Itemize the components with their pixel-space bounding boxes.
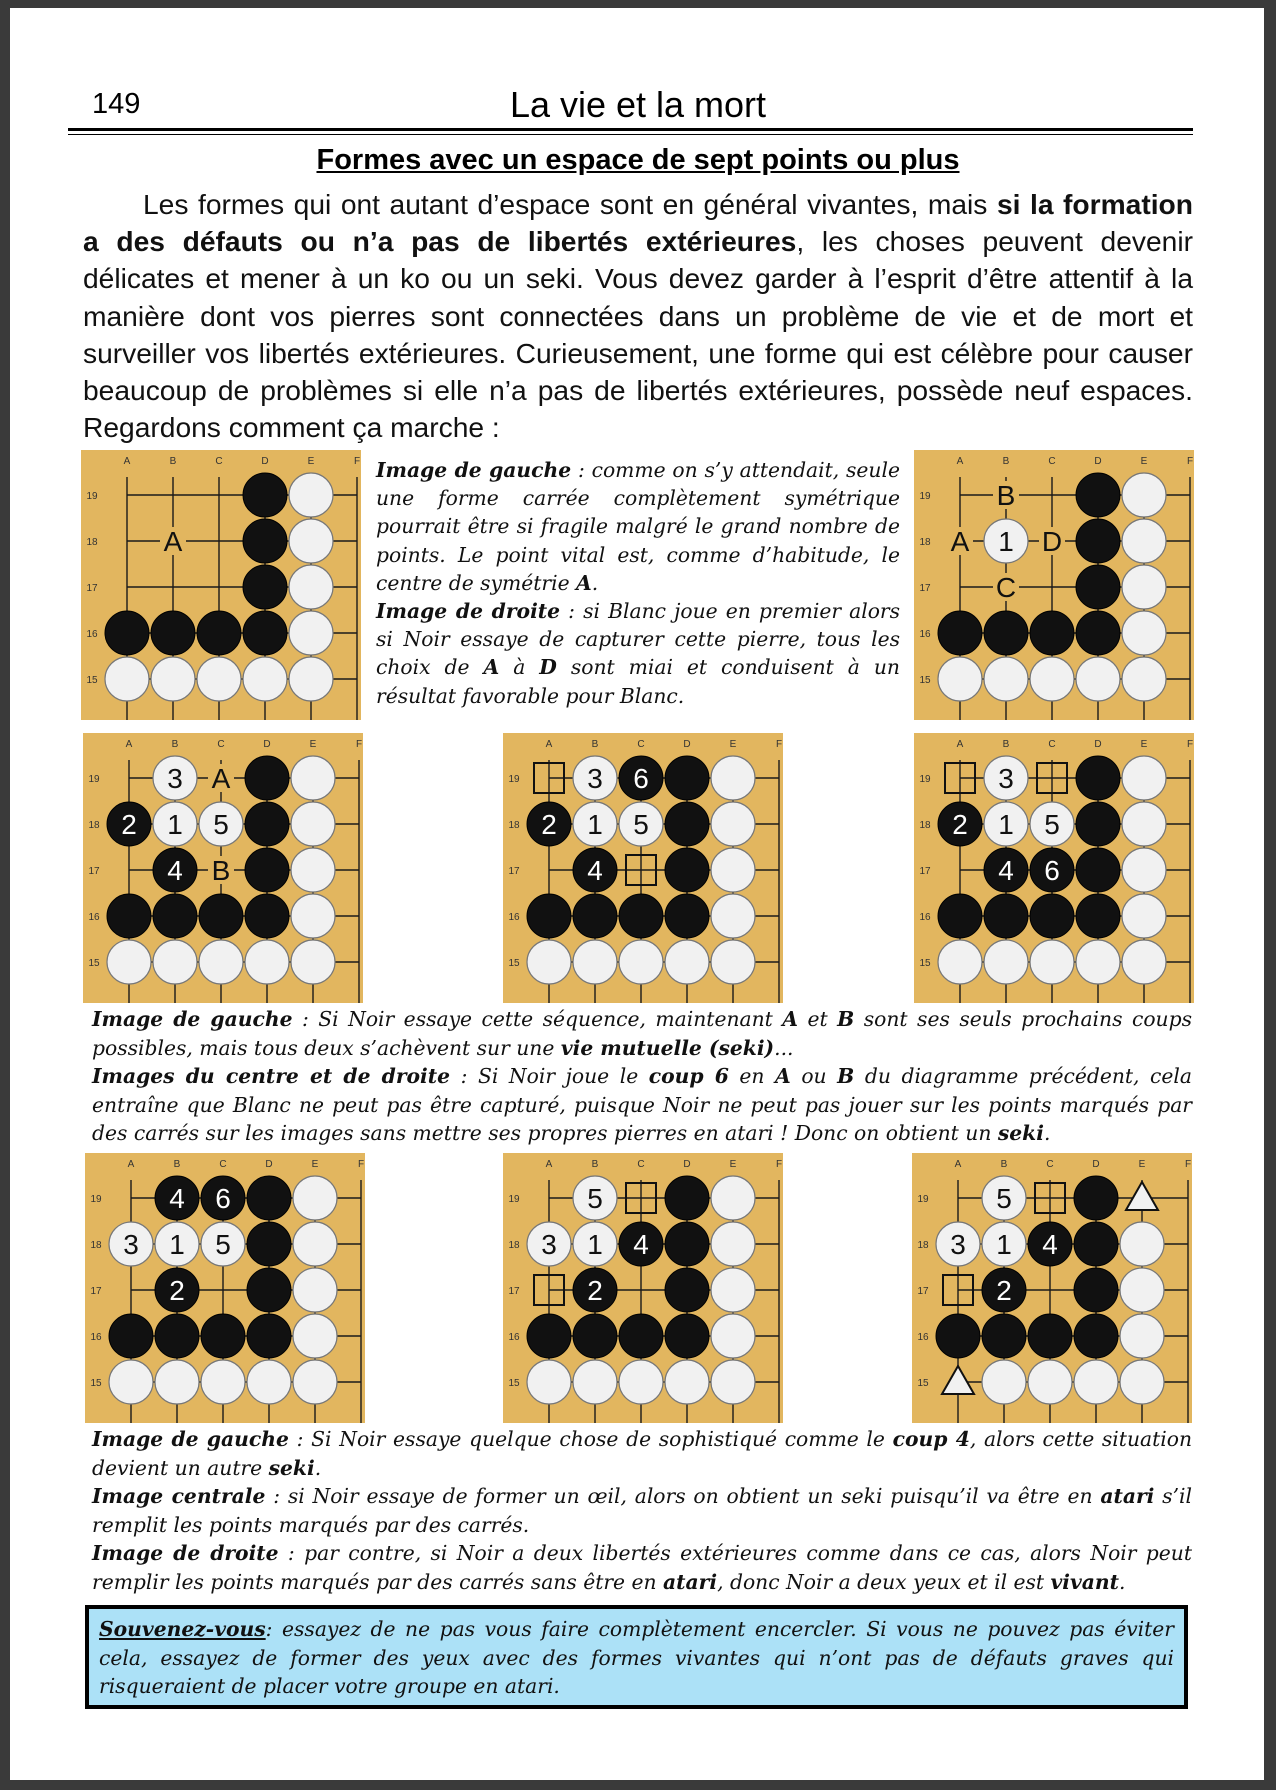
white-stone: [247, 1360, 291, 1404]
move-number: 5: [1044, 809, 1060, 840]
move-number: 2: [169, 1275, 185, 1306]
black-stone: [1030, 894, 1074, 938]
white-stone: [1122, 894, 1166, 938]
move-number: 5: [215, 1229, 231, 1260]
coord-row-label: 16: [919, 629, 931, 640]
move-number: 4: [167, 855, 183, 886]
black-stone: [197, 611, 241, 655]
coord-col-label: C: [217, 739, 225, 750]
move-number: 2: [121, 809, 137, 840]
white-stone: [1120, 1222, 1164, 1266]
black-stone: [243, 473, 287, 517]
move-number: 2: [952, 809, 968, 840]
black-stone: [247, 1222, 291, 1266]
b3-svg: [83, 733, 363, 1003]
coord-col-label: A: [954, 1159, 962, 1170]
coord-row-label: 19: [919, 491, 931, 502]
black-stone: [107, 894, 151, 938]
coord-col-label: D: [261, 456, 269, 467]
move-number: 5: [633, 809, 649, 840]
move-number: 4: [169, 1183, 185, 1214]
white-stone: [1122, 940, 1166, 984]
coord-row-label: 19: [90, 1194, 102, 1205]
black-stone: [245, 894, 289, 938]
white-stone: [197, 657, 241, 701]
white-stone: [984, 657, 1028, 701]
white-stone: [1122, 565, 1166, 609]
black-stone: [245, 802, 289, 846]
b8-svg: [912, 1153, 1192, 1423]
coord-row-label: 19: [917, 1194, 929, 1205]
move-number: 5: [587, 1183, 603, 1214]
coord-col-label: B: [1002, 456, 1010, 467]
coord-row-label: 15: [917, 1378, 929, 1389]
caption-middle: Image de gauche : Si Noir essaye cette séquence, maintenant A et B sont ses seuls prochains coups possibles, mais tous deux s’achèvent sur une vie mutuelle (seki)... Images du centre et de droite : Si Noir joue le coup 6 en A ou B du diagramme précédent, cela entraîne que Blanc ne peut pas être capturé, puisque Noir ne peut pas jouer sur les points marqués par des carrés sur les images sans mettre ses propres pierres en atari ! Donc on obtient un seki.: [92, 1007, 1192, 1146]
coord-row-label: 17: [919, 583, 931, 594]
coord-row-label: 15: [90, 1378, 102, 1389]
white-stone: [1122, 657, 1166, 701]
black-stone: [1030, 611, 1074, 655]
black-stone: [665, 1222, 709, 1266]
black-stone: [984, 611, 1028, 655]
coord-col-label: B: [1002, 739, 1010, 750]
coord-col-label: D: [1094, 739, 1102, 750]
coord-col-label: F: [775, 739, 783, 750]
black-stone: [245, 848, 289, 892]
point-label: D: [1041, 526, 1063, 557]
black-stone: [1076, 848, 1120, 892]
point-label: A: [950, 526, 970, 557]
white-stone: [245, 940, 289, 984]
white-stone: [711, 1314, 755, 1358]
white-stone: [938, 940, 982, 984]
go-diagram-4: [503, 733, 783, 1003]
coord-col-label: B: [591, 739, 599, 750]
move-number: 6: [1044, 855, 1060, 886]
coord-col-label: B: [169, 456, 177, 467]
b4-svg: [503, 733, 783, 1003]
move-number: 3: [123, 1229, 139, 1260]
white-stone: [289, 611, 333, 655]
coord-row-label: 15: [86, 675, 98, 686]
point-label: C: [995, 572, 1017, 603]
black-stone: [155, 1314, 199, 1358]
coord-row-label: 19: [508, 774, 520, 785]
b2-svg: [914, 450, 1194, 720]
white-stone: [1120, 1268, 1164, 1312]
move-number: 1: [998, 526, 1014, 557]
header-rule-thick: [68, 128, 1193, 131]
coord-col-label: C: [1046, 1159, 1054, 1170]
black-stone: [527, 894, 571, 938]
go-diagram-7: [503, 1153, 783, 1423]
white-stone: [293, 1222, 337, 1266]
black-stone: [245, 756, 289, 800]
white-stone: [1122, 519, 1166, 563]
go-diagram-3: [83, 733, 363, 1003]
white-stone: [573, 1360, 617, 1404]
coord-row-label: 18: [919, 537, 931, 548]
white-stone: [291, 894, 335, 938]
white-stone: [291, 848, 335, 892]
coord-col-label: A: [125, 739, 133, 750]
coord-row-label: 17: [508, 866, 520, 877]
move-number: 1: [996, 1229, 1012, 1260]
coord-row-label: 17: [508, 1286, 520, 1297]
coord-row-label: 17: [917, 1286, 929, 1297]
reminder-box: [85, 1605, 1188, 1709]
coord-row-label: 16: [90, 1332, 102, 1343]
white-stone: [105, 657, 149, 701]
white-stone: [711, 848, 755, 892]
black-stone: [665, 756, 709, 800]
white-stone: [1076, 940, 1120, 984]
move-number: 4: [633, 1229, 649, 1260]
go-diagram-6: [85, 1153, 365, 1423]
white-stone: [711, 756, 755, 800]
coord-col-label: E: [1138, 1159, 1146, 1170]
intro-paragraph: Les formes qui ont autant d’espace sont en général vivantes, mais si la formation a des défauts ou n’a pas de libertés extérieures, les choses peuvent devenir délicates et mener à un ko ou un seki. Vous devez garder à l’esprit d’être attentif à la manière dont vos pierres sont connectées dans un problème de vie et de mort et surveiller vos libertés extérieures. Curieusement, une forme qui est célèbre pour causer beaucoup de problèmes si elle n’a pas de libertés extérieures, possède neuf espaces. Regardons comment ça marche :: [83, 188, 1193, 444]
move-number: 2: [541, 809, 557, 840]
go-diagram-2: [914, 450, 1194, 720]
go-diagram-5: [914, 733, 1194, 1003]
coord-col-label: D: [263, 739, 271, 750]
white-stone: [201, 1360, 245, 1404]
coord-row-label: 16: [919, 912, 931, 923]
coord-row-label: 18: [508, 1240, 520, 1251]
black-stone: [573, 1314, 617, 1358]
black-stone: [938, 611, 982, 655]
black-stone: [247, 1268, 291, 1312]
coord-col-label: E: [729, 739, 737, 750]
black-stone: [247, 1314, 291, 1358]
page-number: 149: [92, 88, 141, 120]
black-stone: [573, 894, 617, 938]
white-stone: [243, 657, 287, 701]
coord-col-label: C: [637, 739, 645, 750]
coord-row-label: 18: [90, 1240, 102, 1251]
black-stone: [938, 894, 982, 938]
move-number: 3: [998, 763, 1014, 794]
move-number: 5: [213, 809, 229, 840]
coord-col-label: F: [775, 1159, 783, 1170]
white-stone: [1076, 657, 1120, 701]
coord-row-label: 15: [919, 675, 931, 686]
black-stone: [665, 1314, 709, 1358]
black-stone: [665, 894, 709, 938]
black-stone: [1076, 802, 1120, 846]
coord-col-label: D: [683, 739, 691, 750]
black-stone: [243, 611, 287, 655]
coord-row-label: 17: [919, 866, 931, 877]
black-stone: [665, 1268, 709, 1312]
white-stone: [665, 1360, 709, 1404]
white-stone: [665, 940, 709, 984]
coord-col-label: E: [729, 1159, 737, 1170]
white-stone: [1120, 1360, 1164, 1404]
white-stone: [1120, 1314, 1164, 1358]
black-stone: [984, 894, 1028, 938]
coord-col-label: C: [1048, 456, 1056, 467]
coord-row-label: 15: [508, 958, 520, 969]
move-number: 1: [998, 809, 1014, 840]
coord-row-label: 19: [88, 774, 100, 785]
white-stone: [711, 894, 755, 938]
coord-col-label: D: [1092, 1159, 1100, 1170]
coord-row-label: 18: [88, 820, 100, 831]
black-stone: [243, 565, 287, 609]
white-stone: [1122, 473, 1166, 517]
point-label: A: [211, 763, 231, 794]
coord-col-label: F: [1186, 739, 1194, 750]
black-stone: [619, 894, 663, 938]
move-number: 1: [587, 809, 603, 840]
coord-row-label: 16: [508, 1332, 520, 1343]
coord-row-label: 18: [86, 537, 98, 548]
coord-col-label: A: [545, 739, 553, 750]
white-stone: [982, 1360, 1026, 1404]
black-stone: [1076, 894, 1120, 938]
coord-row-label: 16: [917, 1332, 929, 1343]
black-stone: [1074, 1176, 1118, 1220]
black-stone: [201, 1314, 245, 1358]
b5-svg: [914, 733, 1194, 1003]
coord-col-label: B: [171, 739, 179, 750]
coord-row-label: 17: [86, 583, 98, 594]
coord-row-label: 16: [508, 912, 520, 923]
white-stone: [984, 940, 1028, 984]
white-stone: [289, 657, 333, 701]
move-number: 2: [587, 1275, 603, 1306]
move-number: 3: [950, 1229, 966, 1260]
white-stone: [199, 940, 243, 984]
go-diagram-8: [912, 1153, 1192, 1423]
move-number: 1: [167, 809, 183, 840]
coord-col-label: F: [357, 1159, 365, 1170]
coord-col-label: F: [353, 456, 361, 467]
move-number: 3: [587, 763, 603, 794]
move-number: 4: [1042, 1229, 1058, 1260]
coord-col-label: B: [1000, 1159, 1008, 1170]
coord-col-label: E: [311, 1159, 319, 1170]
coord-row-label: 19: [86, 491, 98, 502]
coord-row-label: 19: [508, 1194, 520, 1205]
white-stone: [711, 1268, 755, 1312]
white-stone: [291, 802, 335, 846]
coord-col-label: D: [683, 1159, 691, 1170]
white-stone: [619, 1360, 663, 1404]
coord-col-label: B: [173, 1159, 181, 1170]
black-stone: [665, 848, 709, 892]
black-stone: [1076, 611, 1120, 655]
white-stone: [151, 657, 195, 701]
coord-col-label: A: [956, 456, 964, 467]
move-number: 2: [996, 1275, 1012, 1306]
white-stone: [711, 1222, 755, 1266]
coord-row-label: 18: [508, 820, 520, 831]
white-stone: [1030, 940, 1074, 984]
section-title: Formes avec un espace de sept points ou plus: [316, 144, 960, 176]
white-stone: [711, 1176, 755, 1220]
coord-row-label: 17: [90, 1286, 102, 1297]
black-stone: [936, 1314, 980, 1358]
black-stone: [1074, 1268, 1118, 1312]
black-stone: [153, 894, 197, 938]
white-stone: [109, 1360, 153, 1404]
black-stone: [105, 611, 149, 655]
black-stone: [199, 894, 243, 938]
coord-col-label: E: [1140, 739, 1148, 750]
coord-col-label: A: [127, 1159, 135, 1170]
white-stone: [291, 756, 335, 800]
black-stone: [665, 1176, 709, 1220]
white-stone: [153, 940, 197, 984]
move-number: 4: [587, 855, 603, 886]
white-stone: [1122, 802, 1166, 846]
reminder-label: Souvenez-vous: [99, 1617, 266, 1641]
coord-col-label: A: [545, 1159, 553, 1170]
reminder-text: : essayez de ne pas vous faire complètement encercler. Si vous ne pouvez pas éviter cela, essayez de former des yeux avec des formes vivantes qui n’ont pas de défauts graves qui risqueraient de placer votre groupe en atari.: [99, 1617, 1174, 1698]
black-stone: [1074, 1222, 1118, 1266]
go-diagram-1: [81, 450, 361, 720]
move-number: 4: [998, 855, 1014, 886]
white-stone: [289, 473, 333, 517]
coord-col-label: D: [265, 1159, 273, 1170]
coord-col-label: D: [1094, 456, 1102, 467]
white-stone: [155, 1360, 199, 1404]
coord-col-label: C: [219, 1159, 227, 1170]
coord-col-label: C: [1048, 739, 1056, 750]
coord-row-label: 18: [919, 820, 931, 831]
white-stone: [527, 940, 571, 984]
black-stone: [243, 519, 287, 563]
white-stone: [1122, 611, 1166, 655]
black-stone: [1076, 519, 1120, 563]
black-stone: [1074, 1314, 1118, 1358]
white-stone: [1122, 756, 1166, 800]
move-number: 3: [541, 1229, 557, 1260]
coord-col-label: F: [1186, 456, 1194, 467]
b6-svg: [85, 1153, 365, 1423]
black-stone: [665, 802, 709, 846]
white-stone: [527, 1360, 571, 1404]
white-stone: [289, 565, 333, 609]
caption-top: Image de gauche : comme on s’y attendait, seule une forme carrée complètement symétrique pourrait être si fragile malgré le grand nombre de points. Le point vital est, comme d’habitude, le centre de symétrie A. Image de droite : si Blanc joue en premier alors si Noir essaye de capturer cette pierre, tous les choix de A à D sont miai et conduisent à un résultat favorable pour Blanc.: [376, 458, 901, 708]
white-stone: [711, 1360, 755, 1404]
white-stone: [107, 940, 151, 984]
move-number: 6: [215, 1183, 231, 1214]
point-label: B: [996, 480, 1016, 511]
move-number: 1: [587, 1229, 603, 1260]
move-number: 5: [996, 1183, 1012, 1214]
coord-row-label: 16: [88, 912, 100, 923]
coord-col-label: E: [307, 456, 315, 467]
coord-col-label: A: [123, 456, 131, 467]
coord-col-label: C: [215, 456, 223, 467]
coord-row-label: 18: [917, 1240, 929, 1251]
black-stone: [982, 1314, 1026, 1358]
move-number: 6: [633, 763, 649, 794]
coord-row-label: 17: [88, 866, 100, 877]
coord-col-label: A: [956, 739, 964, 750]
coord-col-label: F: [355, 739, 363, 750]
coord-row-label: 16: [86, 629, 98, 640]
black-stone: [527, 1314, 571, 1358]
white-stone: [938, 657, 982, 701]
white-stone: [1028, 1360, 1072, 1404]
coord-row-label: 15: [508, 1378, 520, 1389]
coord-col-label: C: [637, 1159, 645, 1170]
move-number: 1: [169, 1229, 185, 1260]
move-number: 3: [167, 763, 183, 794]
b7-svg: [503, 1153, 783, 1423]
white-stone: [573, 940, 617, 984]
page-title: La vie et la mort: [509, 84, 767, 125]
white-stone: [1030, 657, 1074, 701]
white-stone: [289, 519, 333, 563]
white-stone: [293, 1176, 337, 1220]
white-stone: [293, 1360, 337, 1404]
white-stone: [711, 802, 755, 846]
b1-svg: [81, 450, 361, 720]
coord-col-label: E: [1140, 456, 1148, 467]
coord-col-label: B: [591, 1159, 599, 1170]
black-stone: [619, 1314, 663, 1358]
header-rule-thin: [68, 134, 1193, 135]
black-stone: [109, 1314, 153, 1358]
coord-row-label: 15: [88, 958, 100, 969]
white-stone: [619, 940, 663, 984]
coord-col-label: E: [309, 739, 317, 750]
coord-row-label: 19: [919, 774, 931, 785]
coord-col-label: F: [1184, 1159, 1192, 1170]
black-stone: [1028, 1314, 1072, 1358]
white-stone: [293, 1314, 337, 1358]
caption-bottom: Image de gauche : Si Noir essaye quelque chose de sophistiqué comme le coup 4, alors cette situation devient un autre seki. Image centrale : si Noir essaye de former un œil, alors on obtient un seki puisqu’il va être en atari s’il remplit les points marqués par des carrés. Image de droite : par contre, si Noir a deux libertés extérieures comme dans ce cas, alors Noir peut remplir les points marqués par des carrés sans être en atari, donc Noir a deux yeux et il est vivant.: [92, 1427, 1193, 1594]
white-stone: [291, 940, 335, 984]
black-stone: [1076, 565, 1120, 609]
white-stone: [293, 1268, 337, 1312]
white-stone: [711, 940, 755, 984]
white-stone: [1074, 1360, 1118, 1404]
point-label: B: [211, 855, 231, 886]
coord-row-label: 15: [919, 958, 931, 969]
point-label: A: [163, 526, 183, 557]
white-stone: [1122, 848, 1166, 892]
black-stone: [151, 611, 195, 655]
black-stone: [247, 1176, 291, 1220]
black-stone: [1076, 473, 1120, 517]
black-stone: [1076, 756, 1120, 800]
